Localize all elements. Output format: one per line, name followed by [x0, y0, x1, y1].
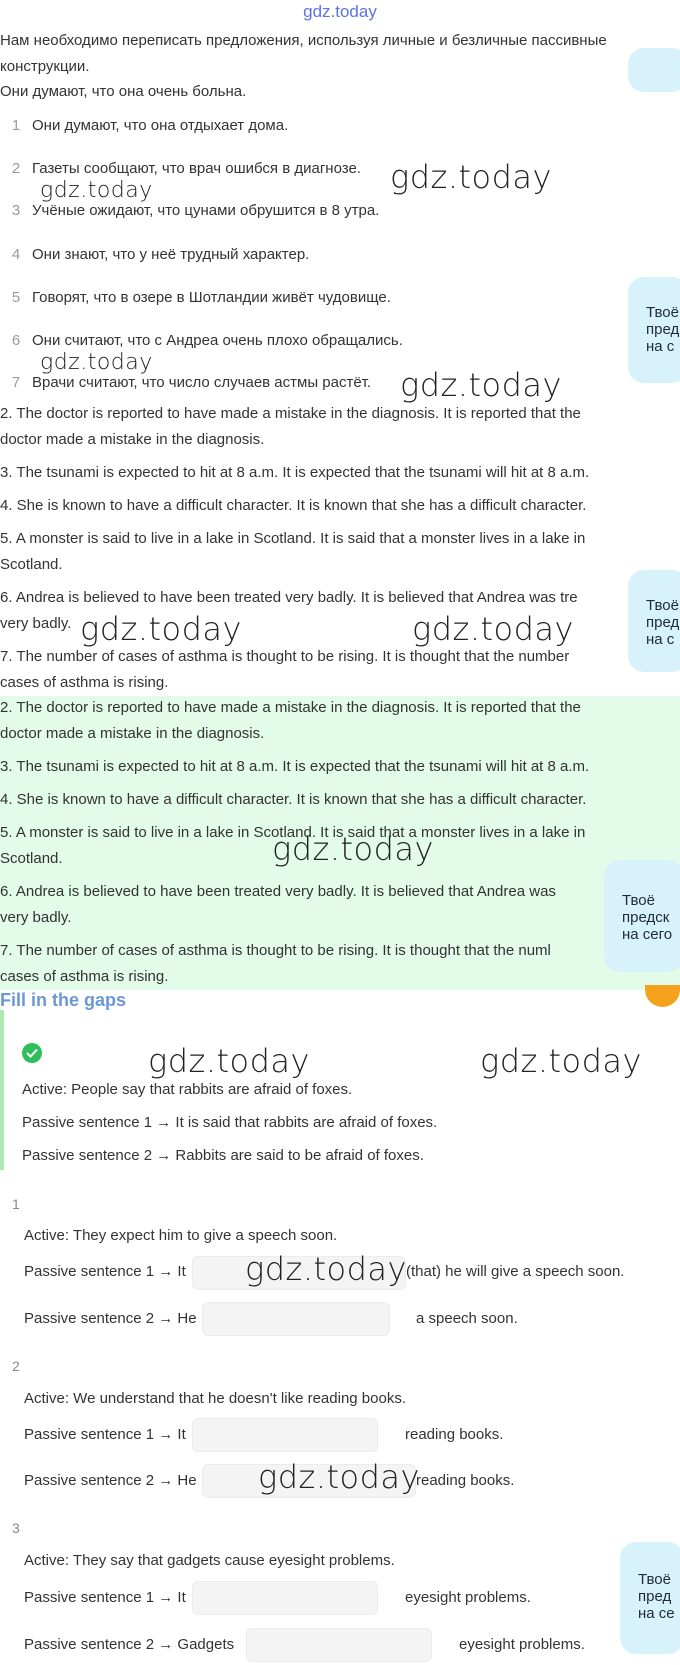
example-active: Active: People say that rabbits are afraid of foxes.	[22, 1081, 353, 1098]
task-instruction: Нам необходимо переписать предложения, используя личные и безличные пассивные	[0, 32, 607, 49]
promo-card-line: Твоё	[646, 597, 679, 614]
ru-sentence	[0, 117, 288, 134]
ru-sentence	[0, 289, 391, 306]
answer-line: cases of asthma is rising.	[0, 968, 169, 985]
promo-card-line: Твоё	[638, 1571, 671, 1588]
passive-1-suffix: (that) he will give a speech soon.	[406, 1263, 625, 1280]
question-active: Active: They expect him to give a speech soon.	[24, 1227, 338, 1244]
promo-card-line: пред	[646, 614, 680, 631]
promo-card-line: Твоё	[646, 304, 679, 321]
ru-sentence-num: 1	[11, 117, 21, 134]
watermark: gdz.today	[272, 830, 434, 868]
site-logo[interactable]: gdz.today	[303, 2, 377, 21]
passive-1-label: Passive sentence 1 → It	[24, 1426, 186, 1443]
promo-card[interactable]	[620, 1542, 680, 1654]
passive-1-suffix: reading books.	[405, 1426, 504, 1443]
promo-card[interactable]	[604, 860, 680, 972]
passive-1-suffix: eyesight problems.	[405, 1589, 531, 1606]
example-passive-2: Passive sentence 2 → Rabbits are said to be afraid of foxes.	[22, 1147, 424, 1164]
promo-card-line: Твоё	[622, 892, 655, 909]
answer-line: doctor made a mistake in the diagnosis.	[0, 725, 265, 742]
task-example: Они думают, что она очень больна.	[0, 83, 247, 100]
answer-line: 3. The tsunami is expected to hit at 8 a.m. It is expected that the tsunami will hit at 8 a.m.	[0, 464, 590, 481]
passive-2-label: Passive sentence 2 → He	[24, 1472, 197, 1489]
mascot-decoration	[645, 985, 680, 1007]
ru-sentence	[0, 332, 403, 349]
question-number: 1	[12, 1196, 20, 1212]
answer-line: 3. The tsunami is expected to hit at 8 a.m. It is expected that the tsunami will hit at 8 a.m.	[0, 758, 590, 775]
passive-1-label: Passive sentence 1 → It	[24, 1589, 186, 1606]
ru-sentence-text: Они знают, что у неё трудный характер.	[32, 246, 310, 263]
ru-sentence-text: Учёные ожидают, что цунами обрушится в 8 утра.	[32, 202, 380, 219]
example-accent-bar	[0, 1010, 4, 1170]
gap-input[interactable]	[192, 1418, 378, 1452]
ru-sentence-num: 6	[11, 332, 21, 349]
ru-sentence	[0, 246, 309, 263]
ru-sentence	[0, 374, 371, 391]
watermark: gdz.today	[40, 350, 153, 375]
answer-line: 4. She is known to have a difficult character. It is known that she has a difficult character.	[0, 497, 587, 514]
question-number: 2	[12, 1358, 20, 1374]
watermark: gdz.today	[148, 1042, 310, 1080]
promo-card-line: пред	[646, 321, 680, 338]
answer-line: doctor made a mistake in the diagnosis.	[0, 431, 265, 448]
gap-input[interactable]	[192, 1581, 378, 1615]
answer-line: 7. The number of cases of asthma is thought to be rising. It is thought that the number	[0, 648, 570, 665]
answer-line: 6. Andrea is believed to have been treated very badly. It is believed that Andrea was tre	[0, 589, 578, 606]
watermark: gdz.today	[245, 1250, 407, 1288]
passive-2-label: Passive sentence 2 → He	[24, 1310, 197, 1327]
answer-line: very badly.	[0, 909, 72, 926]
answer-line: cases of asthma is rising.	[0, 674, 169, 691]
promo-card-line: на с	[646, 338, 675, 355]
answer-line: Scotland.	[0, 556, 63, 573]
passive-1-label: Passive sentence 1 → It	[24, 1263, 186, 1280]
ru-sentence	[0, 202, 379, 219]
ru-sentence-num: 4	[11, 246, 21, 263]
promo-card-line: на сего	[622, 926, 673, 943]
passive-2-suffix: eyesight problems.	[459, 1636, 585, 1653]
answer-line: 2. The doctor is reported to have made a mistake in the diagnosis. It is reported that the	[0, 405, 581, 422]
answer-line: Scotland.	[0, 850, 63, 867]
question-active: Active: We understand that he doesn't like reading books.	[24, 1390, 406, 1407]
watermark: gdz.today	[400, 366, 562, 404]
watermark: gdz.today	[40, 178, 153, 203]
promo-card-line: предск	[622, 909, 670, 926]
watermark: gdz.today	[390, 158, 552, 196]
passive-2-label: Passive sentence 2 → Gadgets	[24, 1636, 235, 1653]
gap-input[interactable]	[246, 1628, 432, 1662]
ru-sentence-num: 7	[11, 374, 21, 391]
watermark: gdz.today	[412, 610, 574, 648]
answer-line: 4. She is known to have a difficult character. It is known that she has a difficult character.	[0, 791, 587, 808]
ru-sentence	[0, 160, 361, 177]
section-title: Fill in the gaps	[0, 990, 127, 1010]
passive-2-suffix: reading books.	[416, 1472, 515, 1489]
ru-sentence-text: Говорят, что в озере в Шотландии живёт чудовище.	[32, 289, 391, 306]
promo-card[interactable]	[628, 48, 680, 92]
answer-line: 6. Andrea is believed to have been treated very badly. It is believed that Andrea was	[0, 883, 556, 900]
promo-card[interactable]	[628, 277, 680, 383]
passive-2-suffix: a speech soon.	[416, 1310, 518, 1327]
ru-sentence-text: Газеты сообщают, что врач ошибся в диагнозе.	[32, 160, 361, 177]
ru-sentence-num: 5	[11, 289, 21, 306]
answer-line: 5. A monster is said to live in a lake in Scotland. It is said that a monster lives in a lake in	[0, 824, 586, 841]
ru-sentence-text: Они считают, что с Андреа очень плохо обращались.	[32, 332, 403, 349]
check-icon	[22, 1043, 42, 1063]
ru-sentence-num: 3	[11, 202, 21, 219]
question-active: Active: They say that gadgets cause eyesight problems.	[24, 1552, 395, 1569]
answer-line: 5. A monster is said to live in a lake in Scotland. It is said that a monster lives in a lake in	[0, 530, 586, 547]
ru-sentence-num: 2	[11, 160, 21, 177]
task-instruction: конструкции.	[0, 58, 90, 75]
gap-input[interactable]	[202, 1302, 390, 1336]
example-passive-1: Passive sentence 1 → It is said that rabbits are afraid of foxes.	[22, 1114, 438, 1131]
answer-line: 2. The doctor is reported to have made a mistake in the diagnosis. It is reported that the	[0, 699, 581, 716]
promo-card-line: на с	[646, 631, 675, 648]
watermark: gdz.today	[480, 1042, 642, 1080]
answer-line: very badly.	[0, 615, 72, 632]
ru-sentence-text: Они думают, что она отдыхает дома.	[32, 117, 289, 134]
answer-line: 7. The number of cases of asthma is thought to be rising. It is thought that the numl	[0, 942, 551, 959]
promo-card-line: на се	[638, 1605, 675, 1622]
ru-sentence-text: Врачи считают, что число случаев астмы растёт.	[32, 374, 372, 391]
question-number: 3	[12, 1520, 20, 1536]
watermark: gdz.today	[258, 1458, 420, 1496]
promo-card-line: пред	[638, 1588, 672, 1605]
watermark: gdz.today	[80, 610, 242, 648]
